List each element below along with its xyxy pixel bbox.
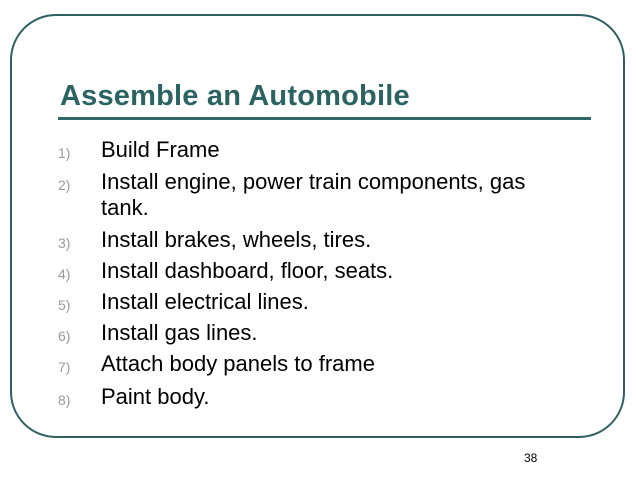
item-number: 7) xyxy=(58,359,71,375)
item-number: 6) xyxy=(58,328,71,344)
item-number: 2) xyxy=(58,177,71,193)
item-text: Install electrical lines. xyxy=(101,289,309,314)
item-text: Build Frame xyxy=(101,137,220,162)
item-number: 3) xyxy=(58,235,71,251)
item-number: 8) xyxy=(58,392,71,408)
item-text: Install dashboard, floor, seats. xyxy=(101,258,394,283)
item-number: 1) xyxy=(58,145,71,161)
item-text: Install brakes, wheels, tires. xyxy=(101,227,372,252)
item-text: Install engine, power train components, gas tank. xyxy=(101,169,526,220)
page-number: 38 xyxy=(524,451,538,465)
item-text: Paint body. xyxy=(101,384,210,409)
item-number: 5) xyxy=(58,297,71,313)
item-number: 4) xyxy=(58,266,71,282)
item-text: Attach body panels to frame xyxy=(101,351,375,376)
item-text: Install gas lines. xyxy=(101,320,258,345)
slide-title: Assemble an Automobile xyxy=(60,80,410,112)
